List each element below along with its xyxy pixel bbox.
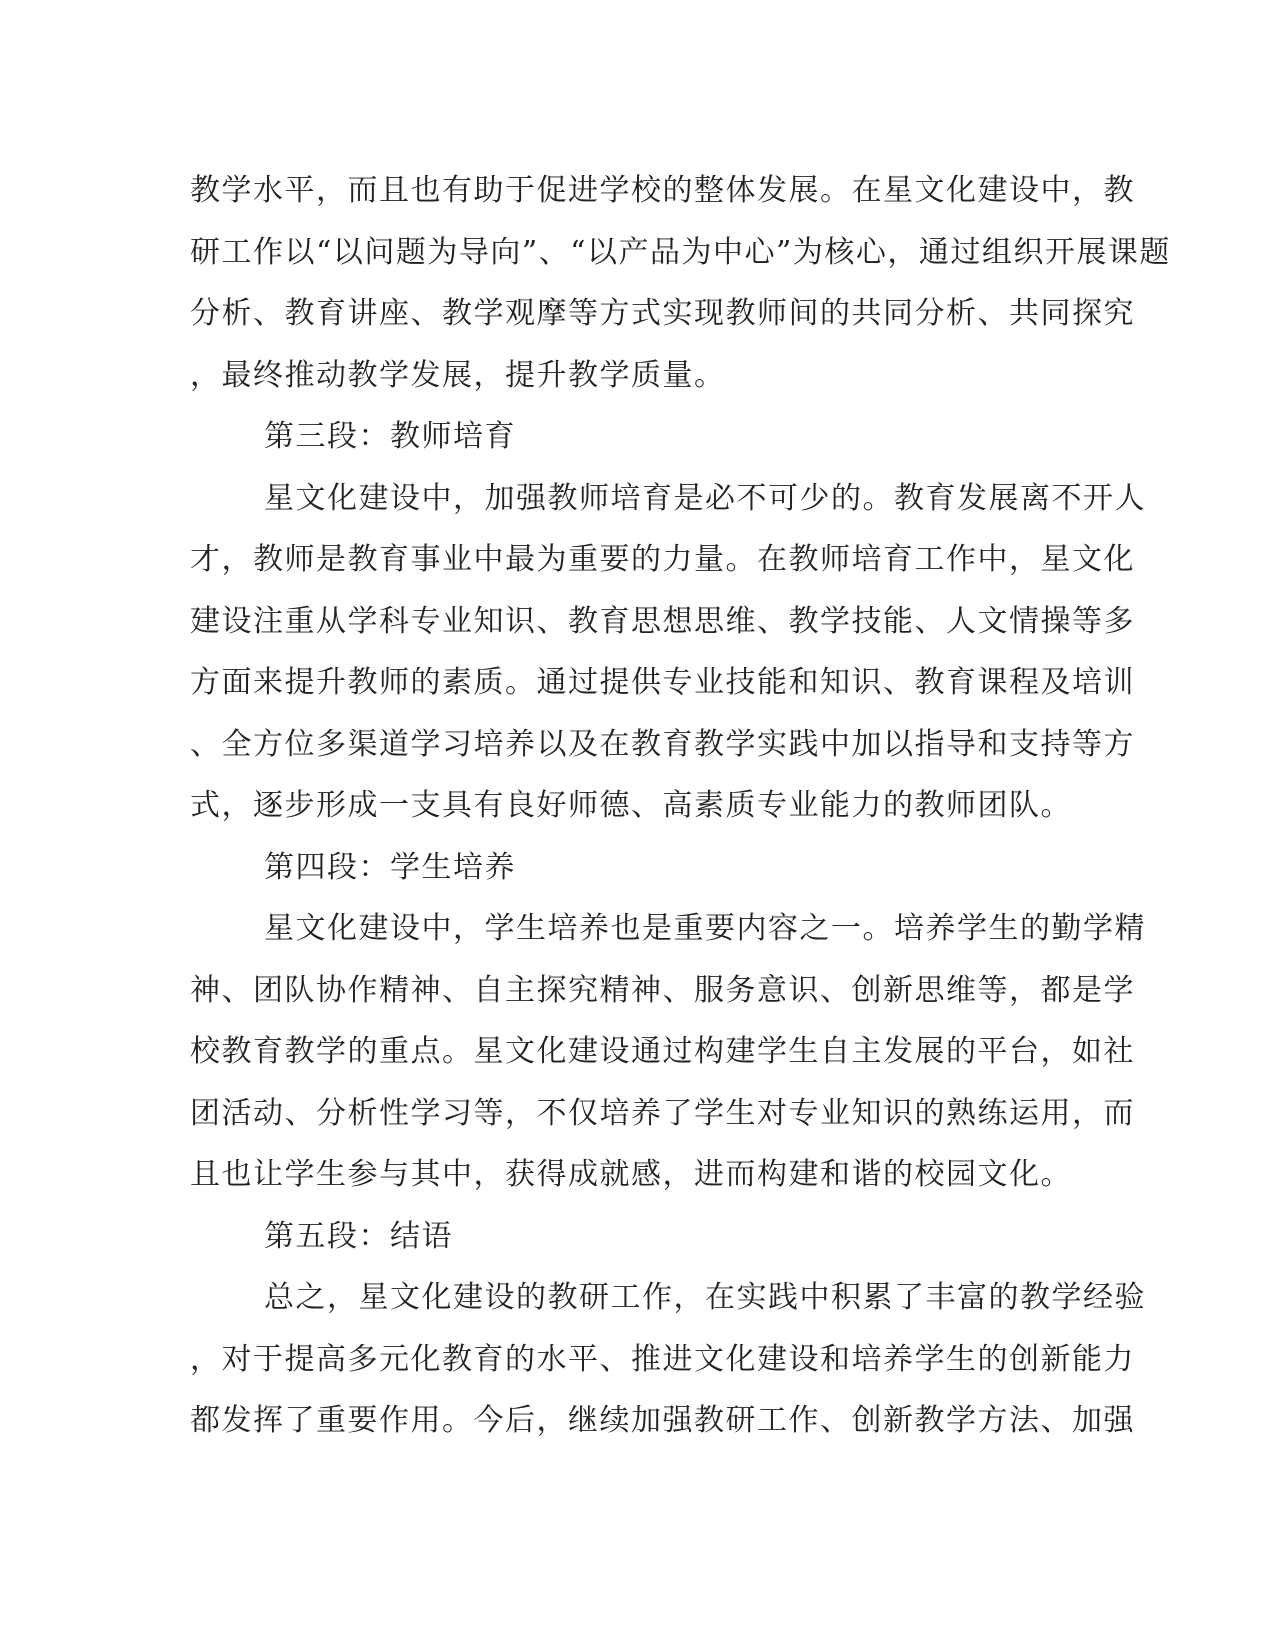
document-body — [190, 160, 1171, 1452]
text-line: ，最终推动教学发展，提升教学质量。 — [190, 357, 726, 393]
text-line: 团活动、分析性学习等，不仅培养了学生对专业知识的熟练运用，而 — [190, 1095, 1135, 1131]
text-line: 星文化建设中，学生培养也是重要内容之一。培养学生的勤学精 — [264, 911, 1146, 946]
text-line: 研工作以“以问题为导向”、“以产品为中心”为核心，通过组织开展课题 — [190, 234, 1171, 270]
text-line: 才，教师是教育事业中最为重要的力量。在教师培育工作中，星文化 — [190, 542, 1135, 577]
text-line: 式，逐步形成一支具有良好师德、高素质专业能力的教师团队。 — [190, 788, 1072, 823]
text-line: 神、团队协作精神、自主探究精神、服务意识、创新思维等，都是学 — [190, 972, 1135, 1008]
section-heading: 第四段：学生培养 — [264, 849, 516, 885]
text-line: 校教育教学的重点。星文化建设通过构建学生自主发展的平台，如社 — [190, 1034, 1135, 1069]
text-line: 总之，星文化建设的教研工作，在实践中积累了丰富的教学经验 — [264, 1280, 1146, 1315]
text-line: 且也让学生参与其中，获得成就感，进而构建和谐的校园文化。 — [190, 1157, 1072, 1192]
text-line: 星文化建设中，加强教师培育是必不可少的。教育发展离不开人 — [264, 480, 1146, 516]
text-line: 教学水平，而且也有助于促进学校的整体发展。在星文化建设中，教 — [190, 173, 1135, 208]
text-line: ，对于提高多元化教育的水平、推进文化建设和培养学生的创新能力 — [190, 1341, 1135, 1377]
section-heading: 第五段：结语 — [264, 1218, 453, 1254]
text-line: 建设注重从学科专业知识、教育思想思维、教学技能、人文情操等多 — [190, 603, 1135, 639]
text-line: 都发挥了重要作用。今后，继续加强教研工作、创新教学方法、加强 — [190, 1403, 1135, 1438]
text-line: 、全方位多渠道学习培养以及在教育教学实践中加以指导和支持等方 — [190, 726, 1135, 762]
text-line: 方面来提升教师的素质。通过提供专业技能和知识、教育课程及培训 — [190, 665, 1135, 700]
section-heading: 第三段：教师培育 — [264, 419, 516, 454]
text-line: 分析、教育讲座、教学观摩等方式实现教师间的共同分析、共同探究 — [190, 296, 1135, 331]
